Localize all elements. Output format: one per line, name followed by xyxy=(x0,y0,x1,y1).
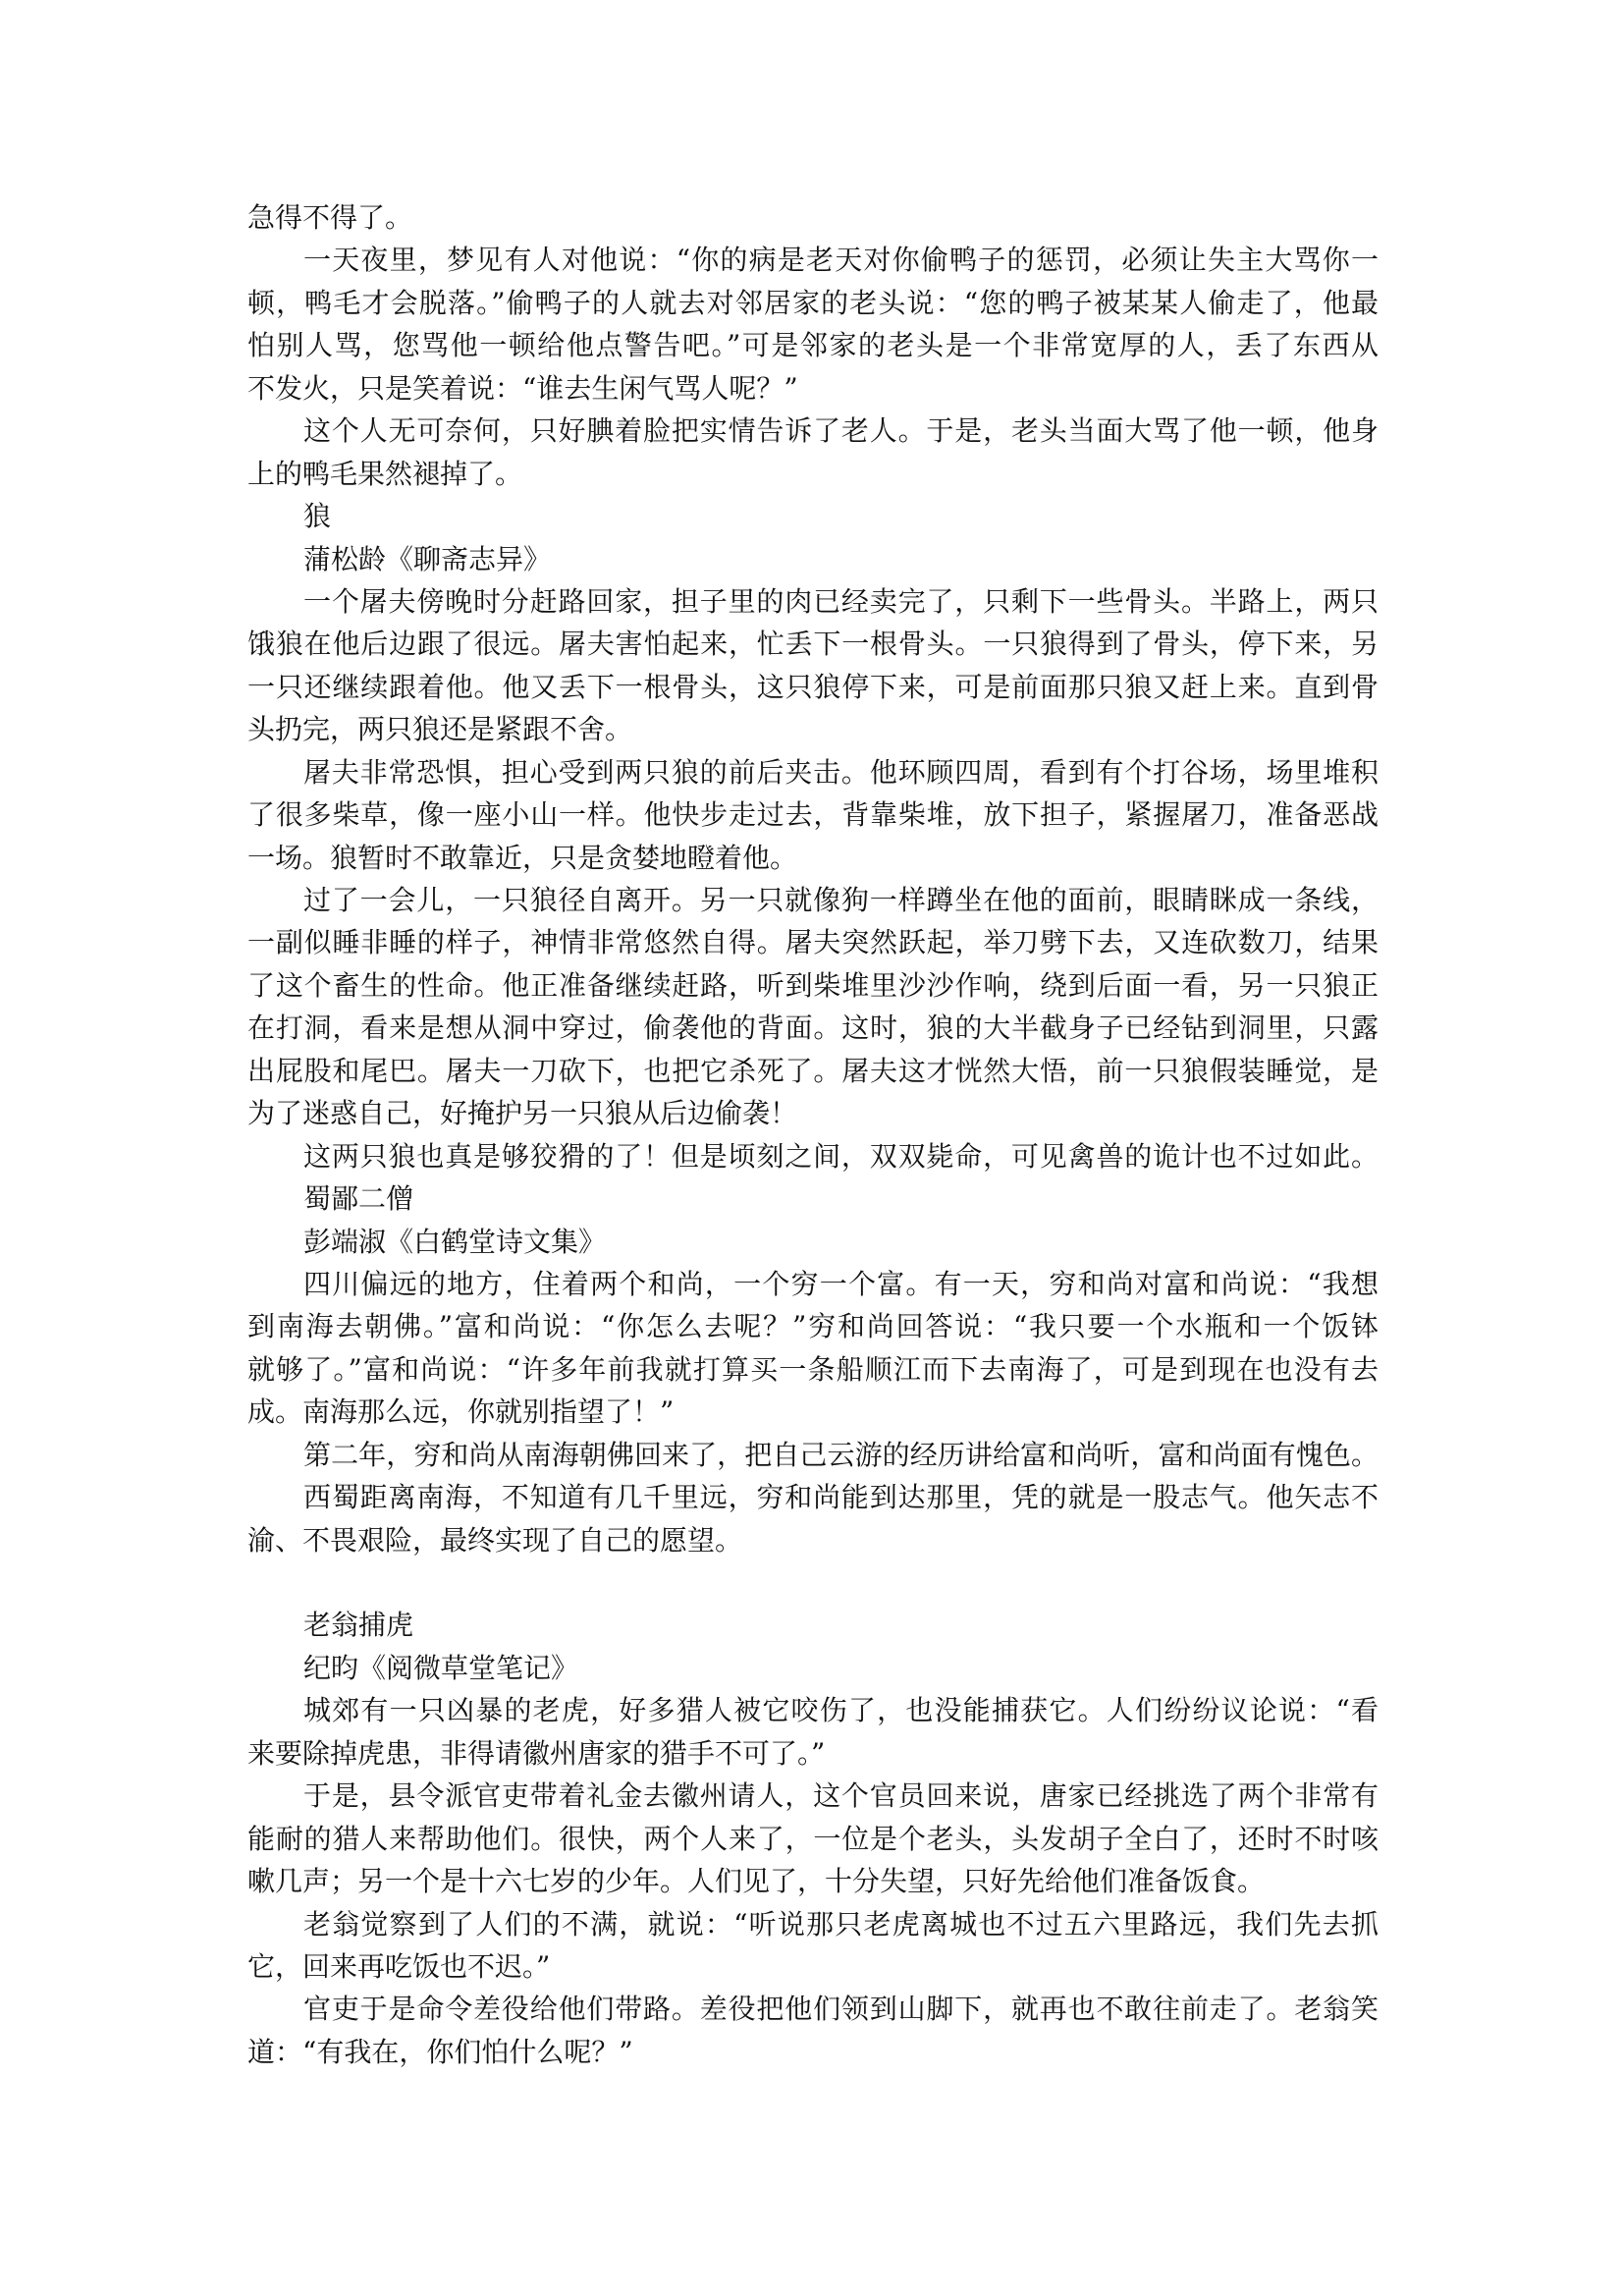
paragraph-line: 屠夫非常恐惧，担心受到两只狼的前后夹击。他环顾四周，看到有个打谷场，场里堆积 xyxy=(303,755,1379,789)
text-line: 一副似睡非睡的样子，神情非常悠然自得。屠夫突然跃起，举刀劈下去，又连砍数刀，结果 xyxy=(247,926,1379,959)
story-title-tiger: 老翁捕虎 xyxy=(303,1609,414,1642)
paragraph-line: 一个屠夫傍晚时分赶路回家，担子里的肉已经卖完了，只剩下一些骨头。半路上，两只 xyxy=(303,584,1379,618)
story-source-monks: 彭端淑《白鹤堂诗文集》 xyxy=(303,1225,607,1258)
text-line: 出屁股和尾巴。屠夫一刀砍下，也把它杀死了。屠夫这才恍然大悟，前一只狼假装睡觉，是 xyxy=(247,1054,1379,1087)
paragraph-line: 于是，县令派官吏带着礼金去徽州请人，这个官员回来说，唐家已经挑选了两个非常有 xyxy=(303,1779,1379,1813)
text-line: 一只还继续跟着他。他又丢下一根骨头，这只狼停下来，可是前面那只狼又赶上来。直到骨 xyxy=(247,670,1379,703)
blank-line xyxy=(247,1561,1379,1604)
text-line: 急得不得了。 xyxy=(247,201,413,234)
story-source-wolf: 蒲松龄《聊斋志异》 xyxy=(303,542,552,575)
text-line: 它，回来再吃饭也不迟。” xyxy=(247,1949,551,1983)
text-line: 就够了。”富和尚说：“许多年前我就打算买一条船顺江而下去南海了，可是到现在也没有去 xyxy=(247,1352,1379,1386)
text-line: 道：“有我在，你们怕什么呢？” xyxy=(247,2035,633,2068)
text-line: 来要除掉虎患，非得请徽州唐家的猎手不可了。” xyxy=(247,1736,826,1770)
text-line: 成。南海那么远，你就别指望了！” xyxy=(247,1395,675,1429)
document-page xyxy=(247,196,1379,2073)
text-line: 为了迷惑自己，好掩护另一只狼从后边偷袭！ xyxy=(247,1097,798,1130)
text-line: 了这个畜生的性命。他正准备继续赶路，听到柴堆里沙沙作响，绕到后面一看，另一只狼正 xyxy=(247,968,1379,1002)
story-title-wolf: 狼 xyxy=(303,500,332,533)
text-line: 渝、不畏艰险，最终实现了自己的愿望。 xyxy=(247,1523,743,1557)
text-line: 能耐的猎人来帮助他们。很快，两个人来了，一位是个老头，头发胡子全白了，还时不时咳 xyxy=(247,1822,1379,1855)
text-line: 顿，鸭毛才会脱落。”偷鸭子的人就去对邻居家的老头说：“您的鸭子被某某人偷走了，他最 xyxy=(247,286,1379,319)
paragraph-line: 这个人无可奈何，只好腆着脸把实情告诉了老人。于是，老头当面大骂了他一顿，他身 xyxy=(303,414,1379,448)
paragraph-line: 西蜀距离南海，不知道有几千里远，穷和尚能到达那里，凭的就是一股志气。他矢志不 xyxy=(303,1481,1379,1514)
text-line: 上的鸭毛果然褪掉了。 xyxy=(247,457,523,490)
text-line: 嗽几声；另一个是十六七岁的少年。人们见了，十分失望，只好先给他们准备饭食。 xyxy=(247,1865,1266,1898)
paragraph-line: 一天夜里，梦见有人对他说：“你的病是老天对你偷鸭子的惩罚，必须让失主大骂你一 xyxy=(303,244,1379,277)
text-line: 怕别人骂，您骂他一顿给他点警告吧。”可是邻家的老头是一个非常宽厚的人，丢了东西从 xyxy=(247,329,1379,362)
text-line: 一场。狼暂时不敢靠近，只是贪婪地瞪着他。 xyxy=(247,841,798,874)
story-title-monks: 蜀鄙二僧 xyxy=(303,1182,414,1216)
text-line: 不发火，只是笑着说：“谁去生闲气骂人呢？” xyxy=(247,371,798,405)
story-source-tiger: 纪昀《阅微草堂笔记》 xyxy=(303,1651,579,1684)
paragraph-line: 城郊有一只凶暴的老虎，好多猎人被它咬伤了，也没能捕获它。人们纷纷议论说：“看 xyxy=(303,1694,1379,1727)
text-line: 在打洞，看来是想从洞中穿过，偷袭他的背面。这时，狼的大半截身子已经钻到洞里，只露 xyxy=(247,1011,1379,1045)
text-line: 饿狼在他后边跟了很远。屠夫害怕起来，忙丢下一根骨头。一只狼得到了骨头，停下来，另 xyxy=(247,628,1379,661)
paragraph-line: 第二年，穷和尚从南海朝佛回来了，把自己云游的经历讲给富和尚听，富和尚面有愧色。 xyxy=(303,1438,1379,1471)
paragraph-line: 老翁觉察到了人们的不满，就说：“听说那只老虎离城也不过五六里路远，我们先去抓 xyxy=(303,1907,1379,1941)
text-line: 头扔完，两只狼还是紧跟不舍。 xyxy=(247,713,633,746)
text-line: 到南海去朝佛。”富和尚说：“你怎么去呢？”穷和尚回答说：“我只要一个水瓶和一个饭钵 xyxy=(247,1310,1379,1343)
paragraph-line: 过了一会儿，一只狼径自离开。另一只就像狗一样蹲坐在他的面前，眼睛眯成一条线， xyxy=(303,884,1379,916)
paragraph-line: 这两只狼也真是够狡猾的了！但是顷刻之间，双双毙命，可见禽兽的诡计也不过如此。 xyxy=(303,1139,1379,1173)
paragraph-line: 官吏于是命令差役给他们带路。差役把他们领到山脚下，就再也不敢往前走了。老翁笑 xyxy=(303,1993,1379,2026)
paragraph-line: 四川偏远的地方，住着两个和尚，一个穷一个富。有一天，穷和尚对富和尚说：“我想 xyxy=(303,1267,1379,1300)
text-line: 了很多柴草，像一座小山一样。他快步走过去，背靠柴堆，放下担子，紧握屠刀，准备恶战 xyxy=(247,798,1379,832)
